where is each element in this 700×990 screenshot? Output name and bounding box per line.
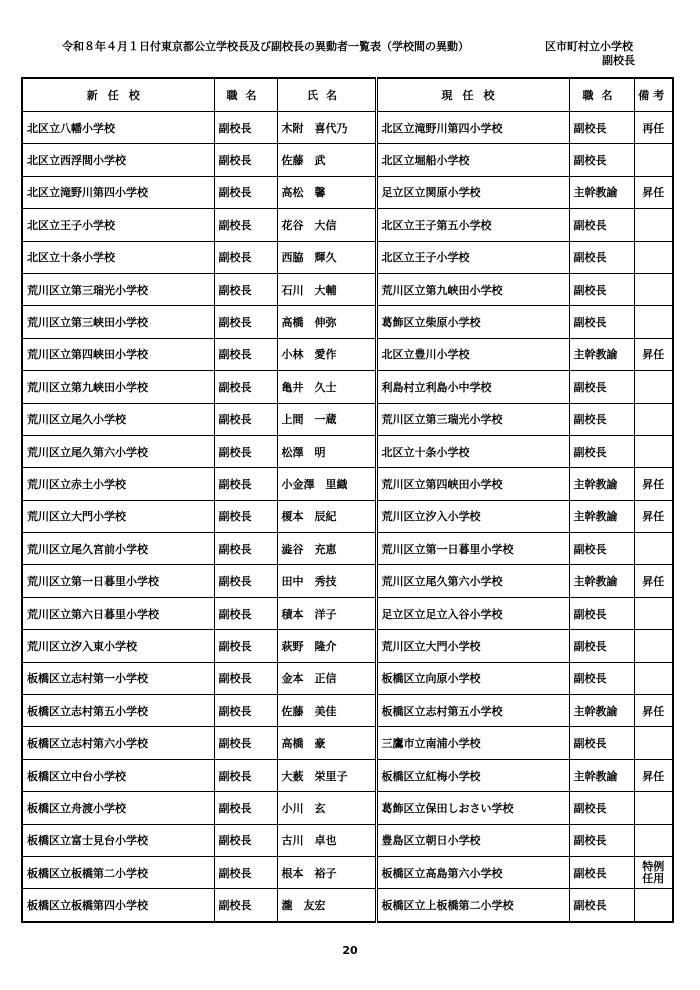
cell-current-school: 葛飾区立柴原小学校 <box>376 306 569 338</box>
cell-new-school: 荒川区立第九峡田小学校 <box>22 371 214 403</box>
cell-remarks: 昇任 <box>634 759 673 791</box>
cell-remarks <box>634 597 673 629</box>
cell-new-position: 副校長 <box>214 597 277 629</box>
cell-new-position: 副校長 <box>214 273 277 305</box>
cell-new-school: 板橋区立板橋第二小学校 <box>22 856 214 888</box>
cell-new-school: 板橋区立志村第六小学校 <box>22 727 214 759</box>
table-row <box>22 856 673 888</box>
cell-remarks: 昇任 <box>634 176 673 208</box>
cell-name: 花谷 大信 <box>277 209 376 241</box>
cell-new-position: 副校長 <box>214 727 277 759</box>
table-header-row <box>22 78 673 112</box>
cell-new-position: 副校長 <box>214 565 277 597</box>
cell-current-school: 豊島区立朝日小学校 <box>376 824 569 856</box>
table-row <box>22 824 673 856</box>
cell-name: 上間 一蔵 <box>277 403 376 435</box>
category-position: 副校長 <box>602 54 635 67</box>
cell-new-school: 板橋区立舟渡小学校 <box>22 792 214 824</box>
cell-current-school: 三鷹市立南浦小学校 <box>376 727 569 759</box>
cell-remarks <box>634 306 673 338</box>
cell-remarks <box>634 241 673 273</box>
cell-current-school: 北区立王子第五小学校 <box>376 209 569 241</box>
cell-new-position: 副校長 <box>214 176 277 208</box>
cell-new-school: 板橋区立板橋第四小学校 <box>22 889 214 922</box>
cell-current-school: 荒川区立第一日暮里小学校 <box>376 533 569 565</box>
cell-remarks <box>634 533 673 565</box>
cell-current-position: 主幹教諭 <box>569 695 634 727</box>
cell-remarks <box>634 824 673 856</box>
cell-name: 小林 愛作 <box>277 338 376 370</box>
table-row <box>22 597 673 629</box>
cell-name: 小川 玄 <box>277 792 376 824</box>
cell-new-position: 副校長 <box>214 889 277 922</box>
cell-current-school: 板橋区立紅梅小学校 <box>376 759 569 791</box>
table-row <box>22 630 673 662</box>
cell-new-school: 荒川区立第四峡田小学校 <box>22 338 214 370</box>
table-body <box>22 112 673 922</box>
cell-current-school: 板橋区立高島第六小学校 <box>376 856 569 888</box>
cell-new-position: 副校長 <box>214 241 277 273</box>
cell-current-school: 葛飾区立保田しおさい学校 <box>376 792 569 824</box>
table-row <box>22 468 673 500</box>
header-new-position: 職名 <box>214 78 277 112</box>
cell-current-position: 副校長 <box>569 112 634 144</box>
cell-name: 瀧 友宏 <box>277 889 376 922</box>
cell-new-school: 荒川区立第三峡田小学校 <box>22 306 214 338</box>
table-row <box>22 695 673 727</box>
cell-new-position: 副校長 <box>214 403 277 435</box>
table-row <box>22 273 673 305</box>
cell-new-position: 副校長 <box>214 338 277 370</box>
cell-remarks <box>634 889 673 922</box>
cell-remarks <box>634 144 673 176</box>
header-remarks: 備考 <box>634 78 673 112</box>
table-row <box>22 889 673 922</box>
cell-current-school: 北区立滝野川第四小学校 <box>376 112 569 144</box>
cell-name: 高橋 豪 <box>277 727 376 759</box>
cell-current-school: 荒川区立大門小学校 <box>376 630 569 662</box>
cell-new-school: 荒川区立汐入東小学校 <box>22 630 214 662</box>
cell-current-position: 副校長 <box>569 856 634 888</box>
category-school-type: 区市町村立小学校 <box>545 40 633 53</box>
cell-name: 根本 裕子 <box>277 856 376 888</box>
cell-current-position: 副校長 <box>569 792 634 824</box>
cell-name: 田中 秀技 <box>277 565 376 597</box>
cell-new-position: 副校長 <box>214 144 277 176</box>
cell-new-school: 北区立八幡小学校 <box>22 112 214 144</box>
cell-current-position: 副校長 <box>569 273 634 305</box>
cell-remarks <box>634 662 673 694</box>
cell-remarks <box>634 209 673 241</box>
cell-new-school: 板橋区立志村第五小学校 <box>22 695 214 727</box>
cell-current-position: 主幹教諭 <box>569 176 634 208</box>
table-row <box>22 403 673 435</box>
cell-current-school: 足立区立足立入谷小学校 <box>376 597 569 629</box>
cell-new-school: 板橋区立志村第一小学校 <box>22 662 214 694</box>
cell-current-position: 副校長 <box>569 662 634 694</box>
cell-new-position: 副校長 <box>214 209 277 241</box>
header-name: 氏名 <box>277 78 376 112</box>
cell-new-position: 副校長 <box>214 371 277 403</box>
cell-remarks: 昇任 <box>634 695 673 727</box>
cell-current-position: 主幹教諭 <box>569 500 634 532</box>
cell-new-school: 荒川区立尾久宮前小学校 <box>22 533 214 565</box>
cell-new-position: 副校長 <box>214 500 277 532</box>
cell-current-position: 副校長 <box>569 209 634 241</box>
cell-new-school: 板橋区立富士見台小学校 <box>22 824 214 856</box>
cell-new-position: 副校長 <box>214 435 277 467</box>
cell-name: 佐藤 美佳 <box>277 695 376 727</box>
cell-current-position: 副校長 <box>569 630 634 662</box>
table-row <box>22 371 673 403</box>
cell-new-position: 副校長 <box>214 630 277 662</box>
cell-current-school: 北区立堀船小学校 <box>376 144 569 176</box>
cell-new-position: 副校長 <box>214 306 277 338</box>
cell-current-position: 主幹教諭 <box>569 338 634 370</box>
cell-remarks: 昇任 <box>634 565 673 597</box>
cell-name: 榎本 辰紀 <box>277 500 376 532</box>
cell-remarks: 再任 <box>634 112 673 144</box>
table-row <box>22 241 673 273</box>
table-row <box>22 112 673 144</box>
cell-current-school: 利島村立利島小中学校 <box>376 371 569 403</box>
cell-current-school: 板橋区立向原小学校 <box>376 662 569 694</box>
cell-name: 古川 卓也 <box>277 824 376 856</box>
transfer-table <box>21 77 674 923</box>
cell-remarks: 特例任用 <box>634 856 673 888</box>
cell-name: 高松 馨 <box>277 176 376 208</box>
cell-name: 小金澤 里織 <box>277 468 376 500</box>
cell-remarks <box>634 371 673 403</box>
page-number: 20 <box>342 944 358 957</box>
cell-name: 松澤 明 <box>277 435 376 467</box>
table-row <box>22 792 673 824</box>
cell-current-position: 副校長 <box>569 889 634 922</box>
cell-remarks: 昇任 <box>634 500 673 532</box>
table-row <box>22 306 673 338</box>
table-row <box>22 209 673 241</box>
table-row <box>22 662 673 694</box>
table-row <box>22 565 673 597</box>
cell-new-school: 北区立王子小学校 <box>22 209 214 241</box>
cell-current-school: 北区立豊川小学校 <box>376 338 569 370</box>
cell-current-position: 副校長 <box>569 727 634 759</box>
table-row <box>22 533 673 565</box>
cell-name: 石川 大輔 <box>277 273 376 305</box>
cell-name: 萩野 隆介 <box>277 630 376 662</box>
cell-new-position: 副校長 <box>214 856 277 888</box>
cell-current-position: 副校長 <box>569 371 634 403</box>
cell-current-school: 荒川区立第三瑞光小学校 <box>376 403 569 435</box>
cell-current-school: 荒川区立汐入小学校 <box>376 500 569 532</box>
cell-current-school: 板橋区立上板橋第二小学校 <box>376 889 569 922</box>
table-row <box>22 759 673 791</box>
cell-remarks <box>634 630 673 662</box>
cell-current-school: 荒川区立第九峡田小学校 <box>376 273 569 305</box>
cell-new-school: 荒川区立大門小学校 <box>22 500 214 532</box>
cell-remarks <box>634 273 673 305</box>
cell-remarks <box>634 792 673 824</box>
cell-new-position: 副校長 <box>214 662 277 694</box>
header-current-position: 職名 <box>569 78 634 112</box>
cell-new-position: 副校長 <box>214 759 277 791</box>
cell-remarks: 昇任 <box>634 468 673 500</box>
cell-new-school: 荒川区立第三瑞光小学校 <box>22 273 214 305</box>
cell-new-school: 荒川区立赤土小学校 <box>22 468 214 500</box>
table-row <box>22 176 673 208</box>
cell-current-school: 足立区立関原小学校 <box>376 176 569 208</box>
cell-current-school: 北区立十条小学校 <box>376 435 569 467</box>
cell-current-position: 主幹教諭 <box>569 468 634 500</box>
cell-remarks: 昇任 <box>634 338 673 370</box>
cell-new-position: 副校長 <box>214 792 277 824</box>
cell-name: 澁谷 充恵 <box>277 533 376 565</box>
cell-name: 大薮 栄里子 <box>277 759 376 791</box>
table-row <box>22 435 673 467</box>
cell-new-position: 副校長 <box>214 824 277 856</box>
cell-name: 佐藤 武 <box>277 144 376 176</box>
cell-remarks <box>634 435 673 467</box>
cell-name: 積本 洋子 <box>277 597 376 629</box>
cell-new-school: 板橋区立中台小学校 <box>22 759 214 791</box>
cell-new-school: 荒川区立尾久小学校 <box>22 403 214 435</box>
header-new-school: 新任校 <box>22 78 214 112</box>
cell-new-position: 副校長 <box>214 695 277 727</box>
table-row <box>22 727 673 759</box>
cell-current-position: 副校長 <box>569 241 634 273</box>
cell-current-position: 副校長 <box>569 435 634 467</box>
cell-current-position: 副校長 <box>569 306 634 338</box>
cell-current-position: 副校長 <box>569 824 634 856</box>
cell-name: 木附 喜代乃 <box>277 112 376 144</box>
cell-new-school: 荒川区立第六日暮里小学校 <box>22 597 214 629</box>
cell-current-school: 荒川区立尾久第六小学校 <box>376 565 569 597</box>
cell-new-school: 北区立滝野川第四小学校 <box>22 176 214 208</box>
cell-remarks <box>634 403 673 435</box>
table-row <box>22 144 673 176</box>
cell-remarks <box>634 727 673 759</box>
cell-current-position: 副校長 <box>569 144 634 176</box>
cell-current-position: 主幹教諭 <box>569 759 634 791</box>
cell-name: 西脇 輝久 <box>277 241 376 273</box>
cell-new-position: 副校長 <box>214 468 277 500</box>
cell-current-position: 副校長 <box>569 533 634 565</box>
cell-new-school: 荒川区立第一日暮里小学校 <box>22 565 214 597</box>
cell-new-school: 北区立西浮間小学校 <box>22 144 214 176</box>
cell-new-school: 北区立十条小学校 <box>22 241 214 273</box>
cell-current-position: 副校長 <box>569 597 634 629</box>
table-row <box>22 338 673 370</box>
cell-current-position: 主幹教諭 <box>569 565 634 597</box>
table-row <box>22 500 673 532</box>
cell-new-position: 副校長 <box>214 533 277 565</box>
cell-new-position: 副校長 <box>214 112 277 144</box>
document-title: 令和８年４月１日付東京都公立学校長及び副校長の異動者一覧表（学校間の異動） <box>62 40 469 53</box>
header-current-school: 現任校 <box>376 78 569 112</box>
cell-current-position: 副校長 <box>569 403 634 435</box>
cell-name: 亀井 久士 <box>277 371 376 403</box>
cell-current-school: 北区立王子小学校 <box>376 241 569 273</box>
cell-current-school: 荒川区立第四峡田小学校 <box>376 468 569 500</box>
cell-current-school: 板橋区立志村第五小学校 <box>376 695 569 727</box>
cell-new-school: 荒川区立尾久第六小学校 <box>22 435 214 467</box>
cell-name: 高橋 伸弥 <box>277 306 376 338</box>
cell-name: 金本 正信 <box>277 662 376 694</box>
